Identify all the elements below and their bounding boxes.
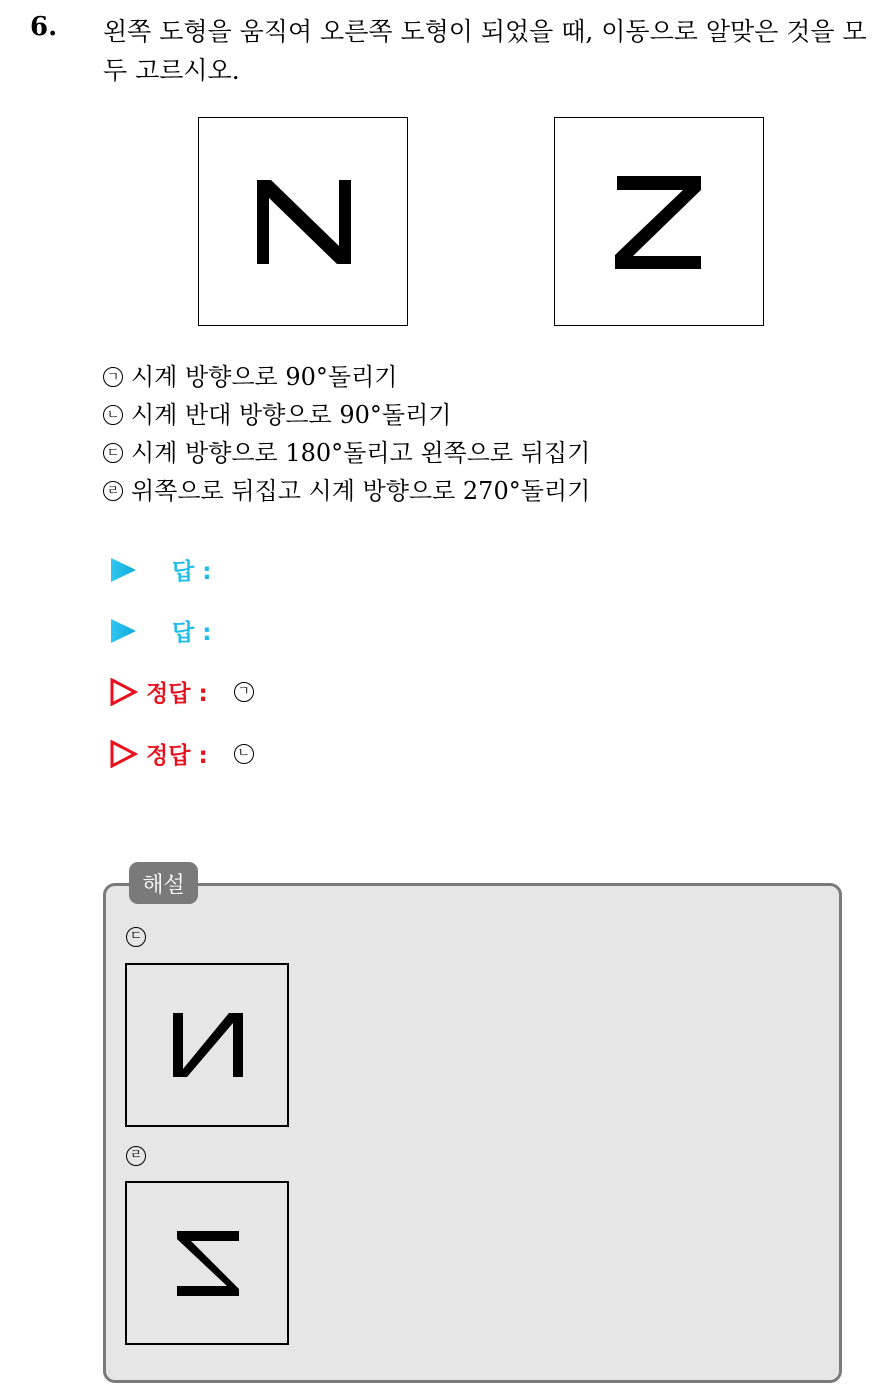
correct-answer-mark: ㄴ [234, 744, 254, 764]
circled-mark: ㄱ [103, 367, 123, 387]
choice-list [103, 358, 590, 510]
correct-answer-1 [110, 675, 262, 708]
choice-c[interactable] [103, 434, 590, 472]
reversed-n-shape [127, 965, 287, 1125]
correct-label: 정답 : [146, 743, 208, 769]
reversed-z-figure [125, 1181, 289, 1345]
answer-label: 답 : [172, 620, 212, 646]
choice-text: 위쪽으로 뒤집고 시계 방향으로 270°돌리기 [131, 477, 591, 505]
question-number: 6. [30, 12, 58, 42]
answer-label: 답 : [172, 559, 212, 585]
explanation-item-mark [126, 925, 154, 947]
choice-d[interactable] [103, 472, 590, 510]
choice-text: 시계 반대 방향으로 90°돌리기 [131, 401, 452, 429]
reversed-n-figure [125, 963, 289, 1127]
filled-triangle-icon [110, 557, 138, 583]
answer-prompt-2 [110, 614, 211, 647]
circled-mark: ㄴ [103, 405, 123, 425]
result-figure-z [554, 117, 764, 326]
circled-mark: ㄹ [126, 1146, 146, 1166]
correct-answer-mark: ㄱ [234, 682, 254, 702]
letter-z-shape [555, 118, 763, 325]
correct-answer-2 [110, 737, 262, 770]
reversed-z-shape [127, 1183, 287, 1343]
filled-triangle-icon [110, 618, 138, 644]
explanation-item-mark [126, 1144, 154, 1166]
explanation-tab: 해설 [129, 862, 198, 904]
correct-label: 정답 : [146, 681, 208, 707]
choice-a[interactable] [103, 358, 590, 396]
circled-mark: ㄷ [103, 443, 123, 463]
outline-triangle-icon [110, 678, 138, 706]
original-figure-n [198, 117, 408, 326]
choice-text: 시계 방향으로 180°돌리고 왼쪽으로 뒤집기 [131, 439, 591, 467]
letter-n-shape [199, 118, 407, 325]
choice-text: 시계 방향으로 90°돌리기 [131, 363, 398, 391]
circled-mark: ㄹ [103, 481, 123, 501]
outline-triangle-icon [110, 740, 138, 768]
answer-prompt-1 [110, 553, 211, 586]
question-text: 왼쪽 도형을 움직여 오른쪽 도형이 되었을 때, 이동으로 알맞은 것을 모두 고르시오. [103, 17, 867, 85]
circled-mark: ㄷ [126, 927, 146, 947]
choice-b[interactable] [103, 396, 590, 434]
